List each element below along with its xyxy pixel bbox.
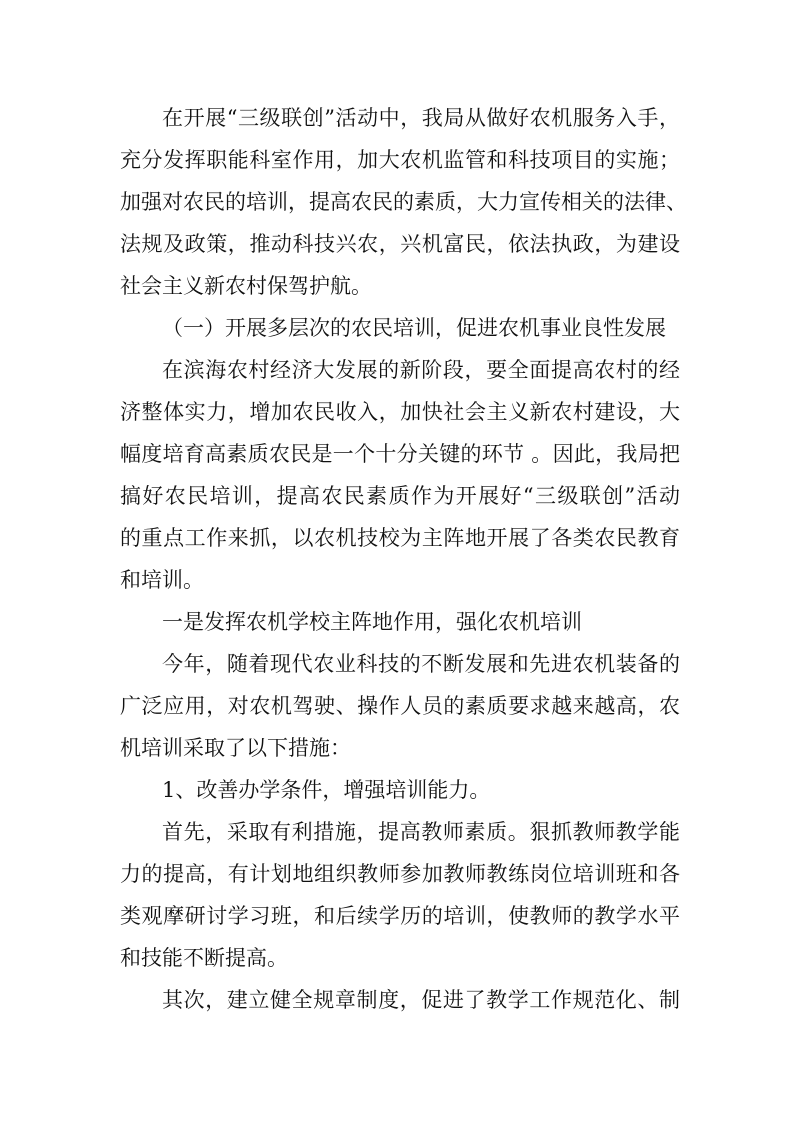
paragraph-line: 力的提高，有计划地组织教师参加教师教练岗位培训班和各 — [120, 862, 680, 886]
paragraph-line: 搞好农民培训，提高农民素质作为开展好“三级联创”活动 — [120, 484, 680, 508]
section-heading: （一）开展多层次的农民培训，促进农机事业良性发展 — [162, 316, 666, 340]
paragraph-line: 首先，采取有利措施，提高教师素质。狠抓教师教学能 — [162, 820, 680, 844]
paragraph-line: 的重点工作来抓，以农机技校为主阵地开展了各类农民教育 — [120, 526, 680, 550]
paragraph-line: 法规及政策，推动科技兴农，兴机富民，依法执政，为建设 — [120, 232, 680, 256]
paragraph-line: 在开展“三级联创”活动中，我局从做好农机服务入手， — [162, 106, 680, 130]
paragraph-line: 加强对农民的培训，提高农民的素质，大力宣传相关的法律、 — [120, 190, 687, 214]
paragraph-line: 在滨海农村经济大发展的新阶段，要全面提高农村的经 — [162, 358, 680, 382]
paragraph-line: 社会主义新农村保驾护航。 — [120, 274, 372, 298]
paragraph-line: 和技能不断提高。 — [120, 946, 288, 970]
paragraph-line: 广泛应用，对农机驾驶、操作人员的素质要求越来越高，农 — [120, 694, 680, 718]
paragraph-line: 其次，建立健全规章制度，促进了教学工作规范化、制 — [162, 988, 680, 1012]
paragraph-line: 幅度培育高素质农民是一个十分关键的环节 。因此，我局把 — [120, 442, 680, 466]
numbered-item: 1、改善办学条件，增强培训能力。 — [162, 778, 491, 802]
paragraph-line: 济整体实力，增加农民收入，加快社会主义新农村建设，大 — [120, 400, 680, 424]
paragraph-line: 充分发挥职能科室作用，加大农机监管和科技项目的实施； — [120, 148, 680, 172]
paragraph-line: 类观摩研讨学习班，和后续学历的培训，使教师的教学水平 — [120, 904, 680, 928]
paragraph-line: 和培训。 — [120, 568, 204, 592]
paragraph-line: 今年，随着现代农业科技的不断发展和先进农机装备的 — [162, 652, 680, 676]
subsection-heading: 一是发挥农机学校主阵地作用，强化农机培训 — [162, 610, 582, 634]
paragraph-line: 机培训采取了以下措施： — [120, 736, 351, 760]
